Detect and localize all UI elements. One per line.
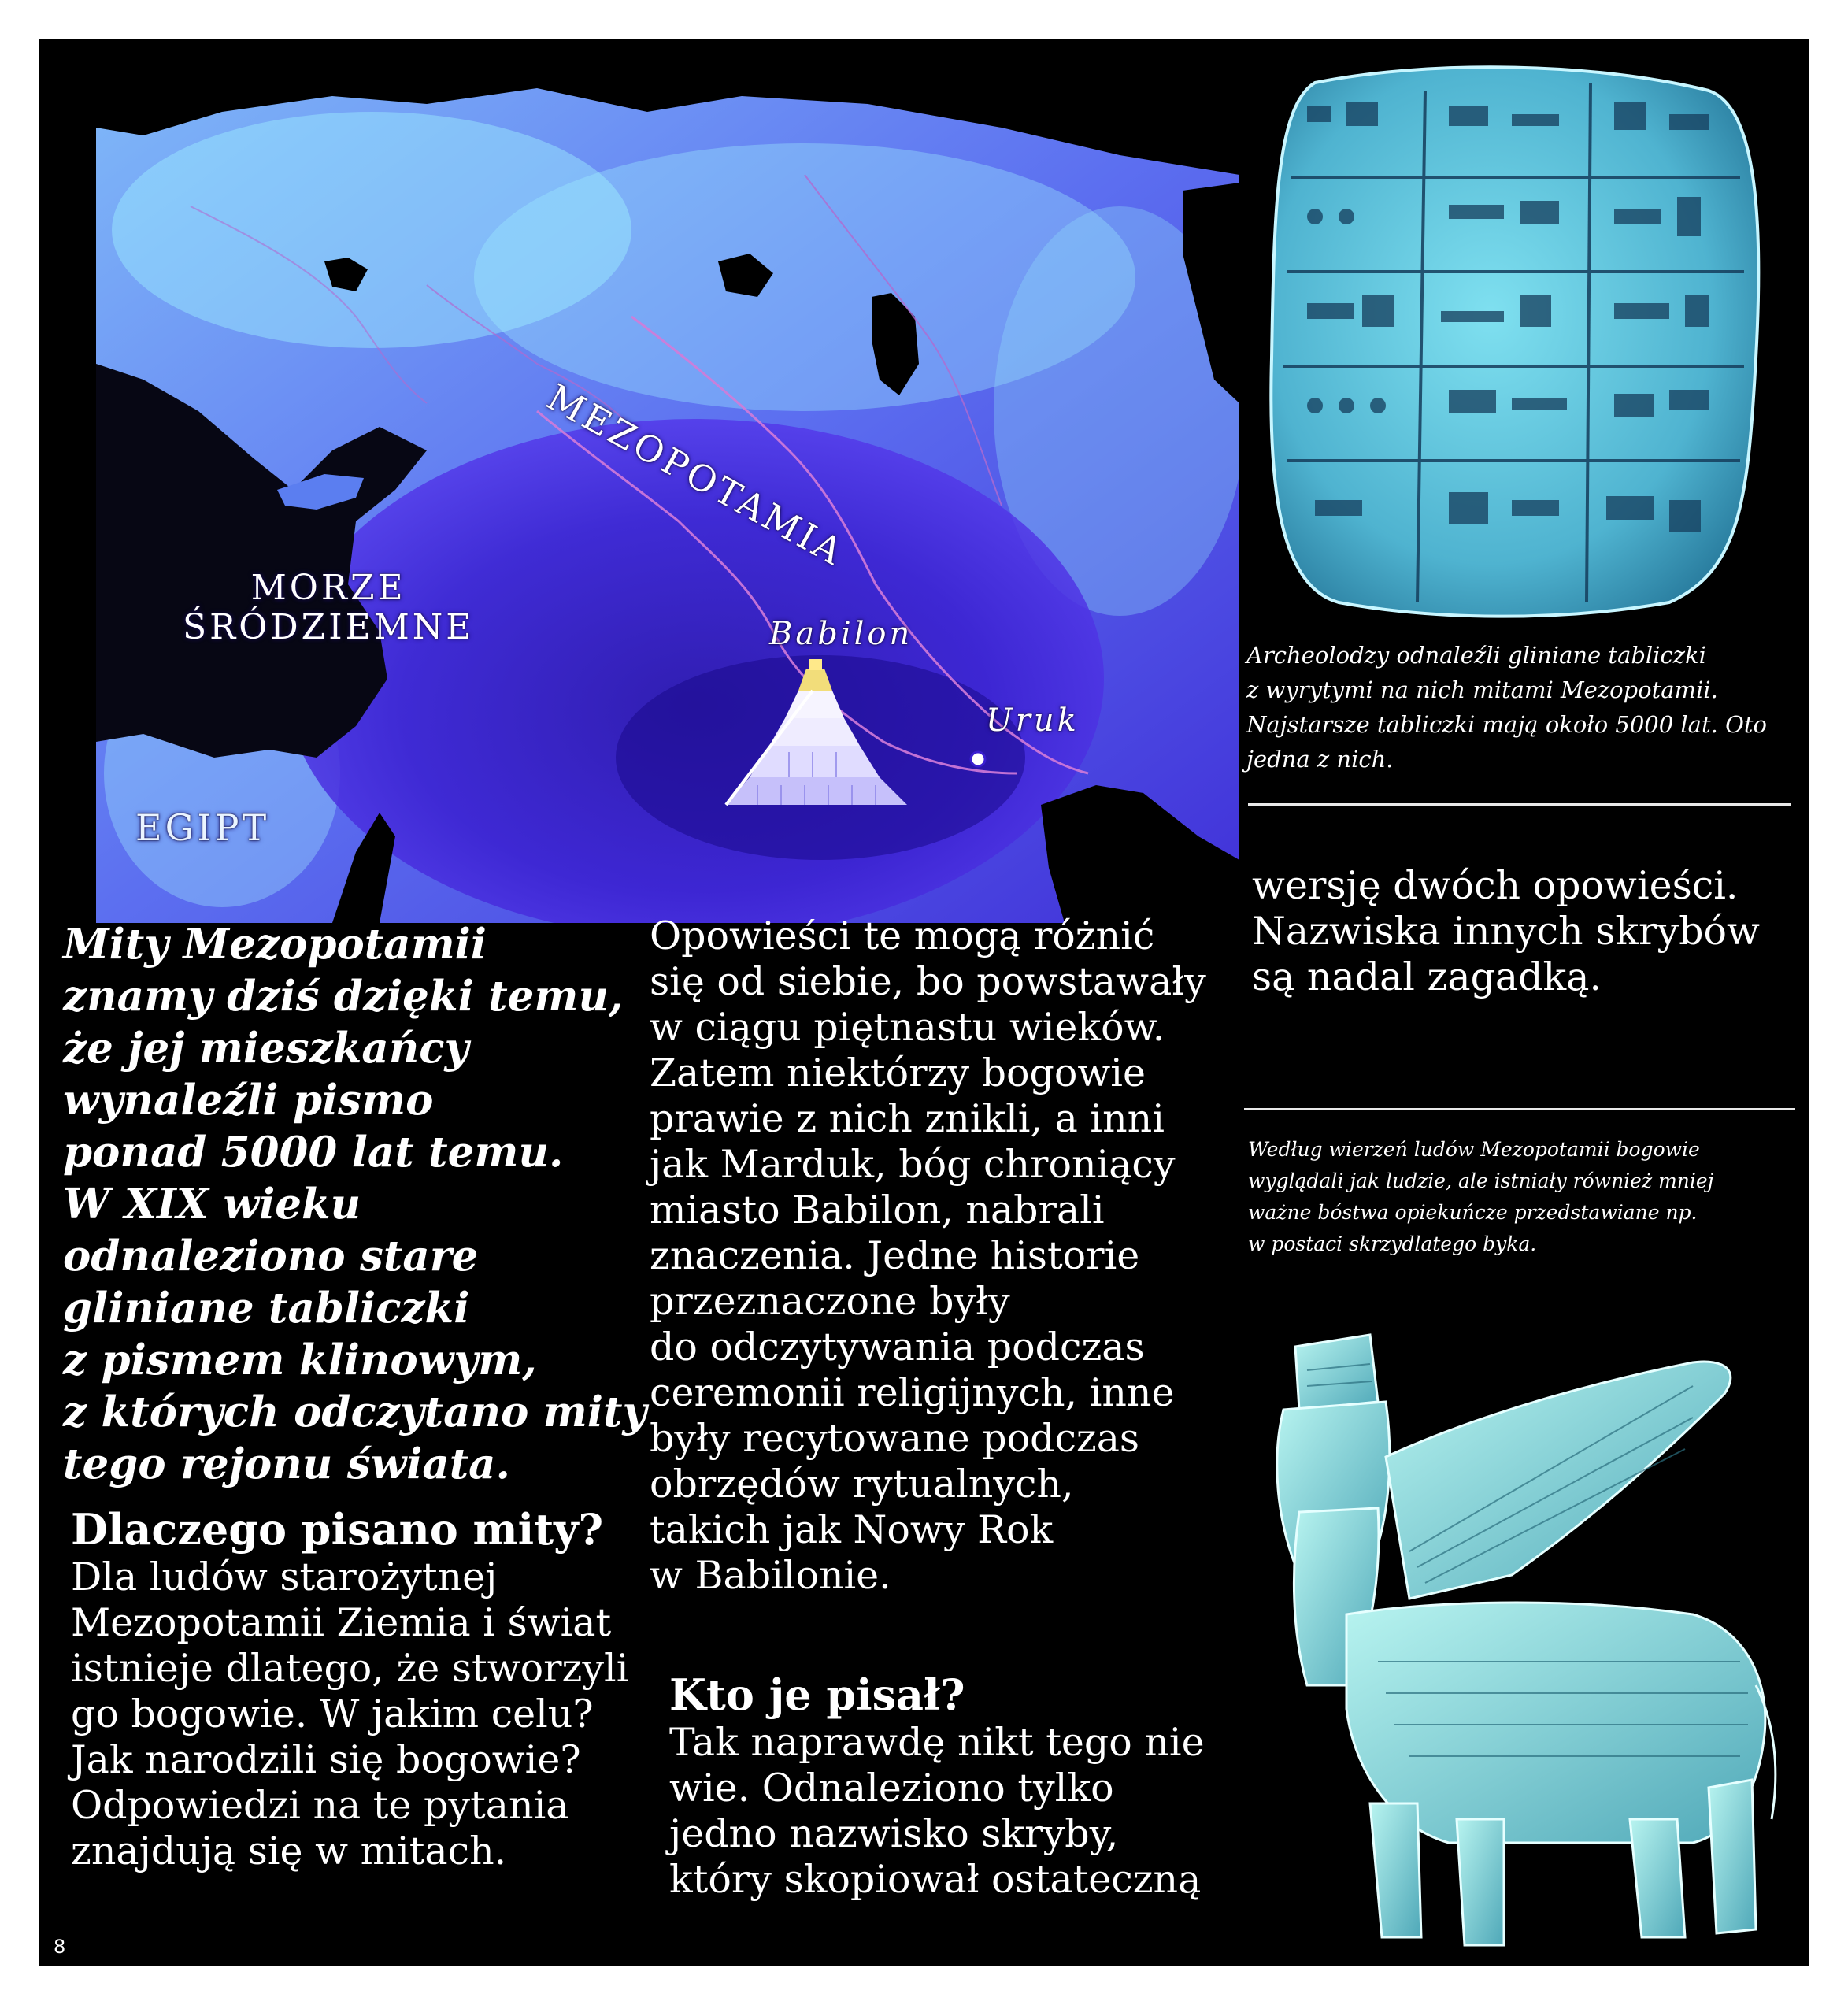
uruk-marker xyxy=(971,752,985,766)
intro-text: Mity Mezopotamii znamy dziś dzięki temu, że jej mieszkańcy wynaleźli pismo ponad 5000 lat temu. W XIX wieku odnaleziono stare gliniane tabliczki z pismem klinowym, z których odczytano mity tego rejonu świata. xyxy=(63,920,647,1488)
map-label-mesopotamia: MEZOPOTAMIA xyxy=(539,376,852,575)
divider-line xyxy=(1244,1108,1795,1110)
mesopotamia-map xyxy=(96,80,1239,923)
divider-line xyxy=(1248,803,1791,806)
winged-bull-lamassu-image xyxy=(1252,1315,1787,1961)
page-number: 8 xyxy=(54,1936,66,1958)
section-heading: Kto je pisał? xyxy=(669,1670,965,1720)
section-body: Dla ludów starożytnej Mezopotamii Ziemia i świat istnieje dlatego, że stworzyli go bogowie. W jakim celu? Jak narodzili się bogowie? Odpowiedzi na te pytania znajdują się w mitach. xyxy=(71,1555,629,1873)
section-why-myths xyxy=(71,1504,638,1874)
right-column-continuation: wersję dwóch opowieści. Nazwiska innych skrybów są nadal zagadką. xyxy=(1252,863,1760,999)
map-label-babylon: Babilon xyxy=(769,616,913,652)
middle-column-text: Opowieści te mogą różnić się od siebie, bo powstawały w ciągu piętnastu wieków. Zatem niektórzy bogowie prawie z nich znikli, a inni jak Marduk, bóg chroniący miasto Babilon, nabrali znaczenia. Jedne historie przeznaczone były do odczytywania podczas ceremonii religijnych, inne były recytowane podczas obrzędów rytualnych, takich jak Nowy Rok w Babilonie. xyxy=(650,914,1206,1598)
map-label-sea: MORZE ŚRÓDZIEMNE xyxy=(183,568,475,647)
book-page xyxy=(39,39,1809,1966)
section-heading: Dlaczego pisano mity? xyxy=(71,1504,604,1555)
cuneiform-tablet-image xyxy=(1260,59,1764,618)
map-graphic xyxy=(96,80,1239,923)
map-label-egypt: EGIPT xyxy=(135,806,270,849)
section-who-wrote xyxy=(669,1670,1244,1903)
bull-caption: Według wierzeń ludów Mezopotamii bogowie wyglądali jak ludzie, ale istniały również mniej ważne bóstwa opiekuńcze przedstawiane np. w postaci skrzydlatego byka. xyxy=(1248,1138,1714,1255)
map-label-uruk: Uruk xyxy=(986,702,1080,739)
section-body: Tak naprawdę nikt tego nie wie. Odnaleziono tylko jedno nazwisko skryby, który skopiował ostateczną xyxy=(669,1720,1205,1902)
tablet-caption: Archeolodzy odnaleźli gliniane tabliczki z wyrytymi na nich mitami Mezopotamii. Najstarsze tabliczki mają około 5000 lat. Oto jedna z nich. xyxy=(1246,642,1767,773)
